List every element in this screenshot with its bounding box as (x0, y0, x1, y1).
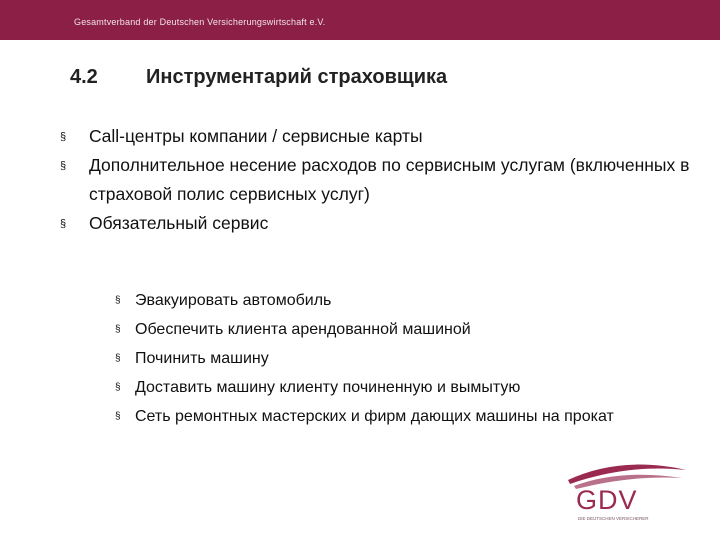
bullet-item-mandatory-service (60, 209, 690, 238)
bullet-marker-icon: § (60, 131, 67, 143)
bullet-marker-icon: § (60, 218, 67, 230)
sub-bullet-tow-car (115, 286, 675, 315)
sub-bullet-marker-icon: § (115, 411, 121, 422)
bullet-text: Обязательный сервис (89, 213, 269, 233)
slide-title: Инструментарий страховщика (146, 66, 448, 88)
bullet-marker-icon: § (60, 160, 67, 172)
sub-bullet-deliver-car (115, 373, 675, 402)
sub-bullet-marker-icon: § (115, 295, 121, 306)
gdv-swoosh-logo-icon (562, 462, 690, 524)
logo-tagline: DIE DEUTSCHEN VERSICHERER (578, 516, 649, 521)
sub-bullet-text: Обеспечить клиента арендованной машиной (135, 321, 471, 338)
bullet-list (60, 122, 690, 238)
bullet-item-additional-costs (60, 151, 690, 209)
sub-bullet-repair-network (115, 402, 675, 431)
sub-bullet-list (115, 286, 675, 431)
organization-name: Gesamtverband der Deutschen Versicherungswirtschaft e.V. (74, 17, 326, 27)
sub-bullet-text: Починить машину (135, 350, 269, 367)
section-number: 4.2 (70, 66, 98, 88)
gdv-logo (562, 462, 690, 524)
bullet-text: Call-центры компании / сервисные карты (89, 126, 423, 146)
sub-bullet-text: Эвакуировать автомобиль (135, 292, 332, 309)
sub-bullet-repair-car (115, 344, 675, 373)
sub-bullet-marker-icon: § (115, 324, 121, 335)
header-bar (0, 0, 720, 40)
sub-bullet-text: Сеть ремонтных мастерских и фирм дающих машины на прокат (135, 408, 614, 425)
sub-bullet-rental-car (115, 315, 675, 344)
sub-bullet-marker-icon: § (115, 353, 121, 364)
logo-swoosh-upper (568, 465, 686, 484)
bullet-item-call-centers (60, 122, 690, 151)
bullet-text: Дополнительное несение расходов по сервисным услугам (включенных в страховой полис сервисных услуг) (89, 155, 690, 204)
logo-text: GDV (576, 485, 638, 515)
sub-bullet-text: Доставить машину клиенту починенную и вымытую (135, 379, 521, 396)
sub-bullet-marker-icon: § (115, 382, 121, 393)
